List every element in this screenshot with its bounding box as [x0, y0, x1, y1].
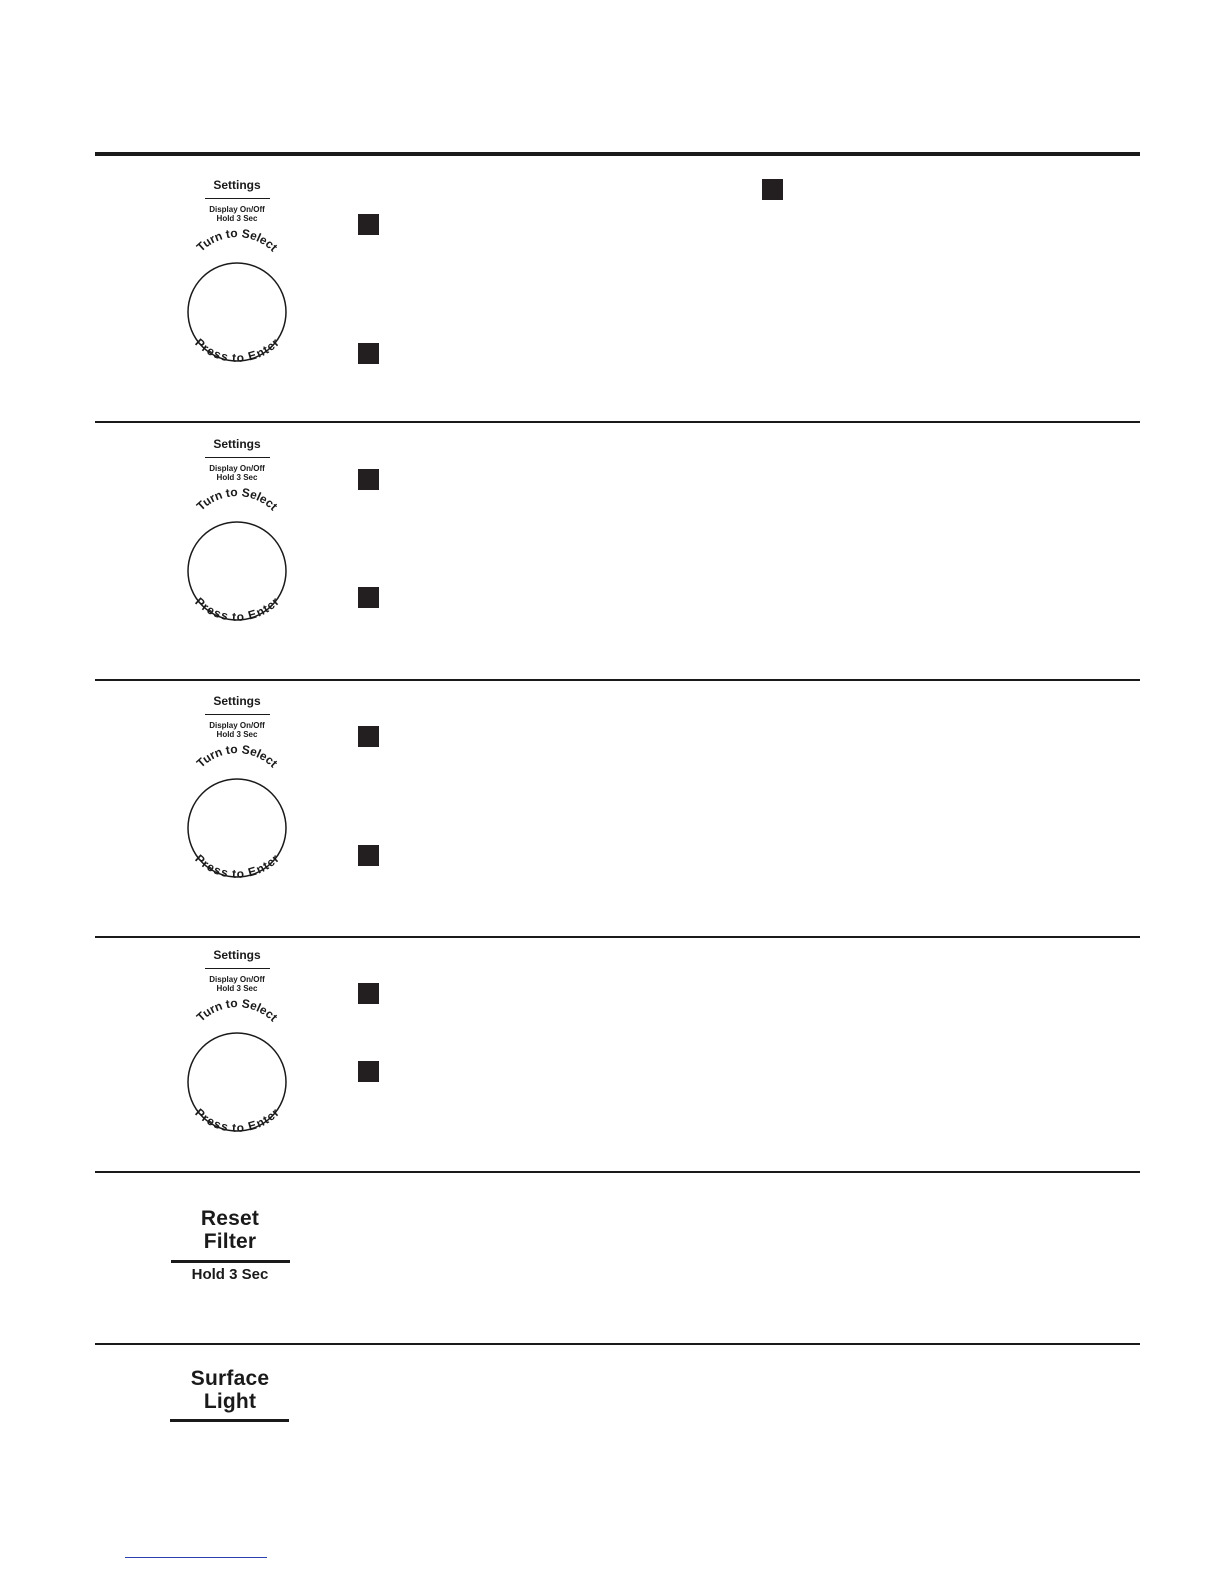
knob-arc-bottom: Press to Enter [192, 594, 282, 624]
step-marker [358, 343, 379, 364]
knob-sub-line1: Display On/Off [209, 464, 265, 473]
row-divider [95, 1171, 1140, 1173]
knob-dial-icon[interactable] [187, 226, 287, 390]
row-divider [95, 421, 1140, 423]
surface-light-rule [170, 1419, 289, 1422]
top-rule [95, 152, 1140, 156]
knob-sub-line1: Display On/Off [209, 205, 265, 214]
knob-arc-top: Turn to Select [193, 226, 281, 255]
step-marker [762, 179, 783, 200]
row-divider [95, 1343, 1140, 1345]
knob-title: Settings [213, 178, 261, 192]
settings-knob-4[interactable] [187, 948, 287, 1163]
knob-title-rule [205, 968, 270, 969]
step-marker [358, 1061, 379, 1082]
knob-arc-bottom: Press to Enter [192, 335, 282, 365]
knob-sub-line2: Hold 3 Sec [216, 214, 258, 223]
surface-light-label-line2: Light [203, 1390, 257, 1413]
row-divider [95, 936, 1140, 938]
knob-title-rule [205, 714, 270, 715]
settings-knob-3[interactable] [187, 694, 287, 909]
footer-link-underline[interactable] [125, 1557, 267, 1558]
knob-sub-line2: Hold 3 Sec [216, 473, 258, 482]
knob-title-rule [205, 198, 270, 199]
surface-light-label-line1: Surface [190, 1367, 270, 1390]
step-marker [358, 469, 379, 490]
knob-arc-top: Turn to Select [193, 485, 281, 514]
knob-sub-line2: Hold 3 Sec [216, 730, 258, 739]
knob-arc-bottom: Press to Enter [192, 851, 282, 881]
knob-dial-icon[interactable] [187, 485, 287, 649]
knob-sub-line2: Hold 3 Sec [216, 984, 258, 993]
knob-title: Settings [213, 948, 261, 962]
knob-dial-icon[interactable] [187, 996, 287, 1160]
knob-arc-bottom: Press to Enter [192, 1105, 282, 1135]
settings-knob-2[interactable] [187, 437, 287, 652]
knob-title-rule [205, 457, 270, 458]
row-divider [95, 679, 1140, 681]
knob-title: Settings [213, 694, 261, 708]
reset-filter-label-line1: Reset [200, 1207, 260, 1230]
step-marker [358, 845, 379, 866]
step-marker [358, 587, 379, 608]
knob-dial-icon[interactable] [187, 742, 287, 906]
knob-sub-line1: Display On/Off [209, 975, 265, 984]
settings-knob-1[interactable] [187, 178, 287, 393]
knob-sub-line1: Display On/Off [209, 721, 265, 730]
knob-title: Settings [213, 437, 261, 451]
step-marker [358, 214, 379, 235]
reset-filter-label-line2: Filter [203, 1230, 257, 1253]
reset-filter-rule [171, 1260, 290, 1263]
knob-arc-top: Turn to Select [193, 996, 281, 1025]
knob-arc-top: Turn to Select [193, 742, 281, 771]
step-marker [358, 983, 379, 1004]
reset-filter-sub: Hold 3 Sec [191, 1266, 269, 1283]
step-marker [358, 726, 379, 747]
